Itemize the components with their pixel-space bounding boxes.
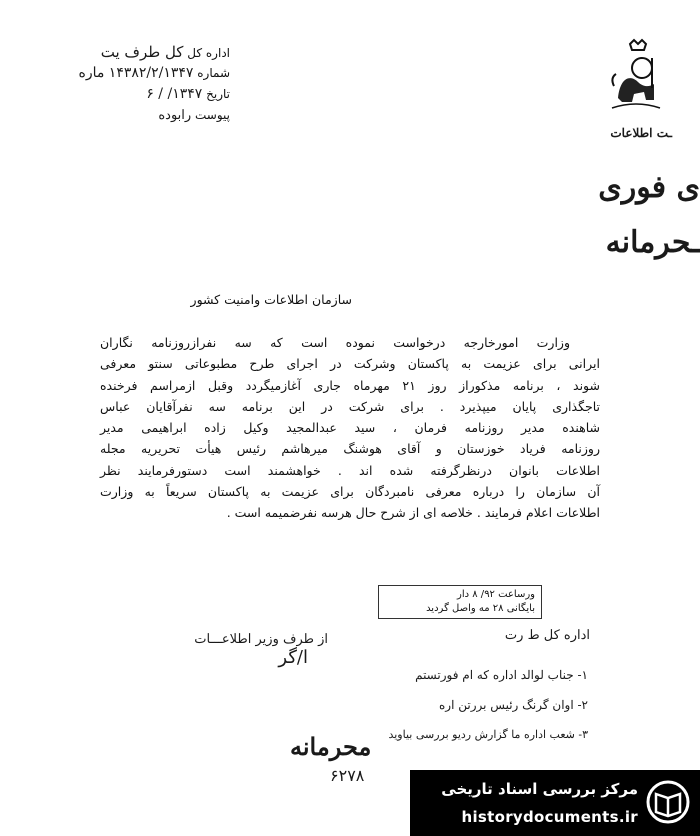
letter-header-fields <box>70 42 230 126</box>
body-line: وزارت امورخارجه درخواست نموده است که سه نفرازروزنامه نگاران <box>100 335 570 350</box>
office-row: اداره کل کل طرف یت <box>100 43 230 61</box>
letter-body <box>100 332 600 524</box>
lion-and-sun-emblem <box>608 38 664 116</box>
book-logo-icon <box>646 780 690 824</box>
referral-item: ۳- شعب اداره ما گزارش ردیو بررسی بیاوید <box>388 728 588 741</box>
handwritten-heading: اداره کل ط رت <box>504 628 590 643</box>
body-line: شاهنده مدیر روزنامه فرمان ، سید عبدالمجید وکیل زاده ابراهیمی مدیر <box>100 420 600 436</box>
signature-initials: ا/گر <box>278 647 308 668</box>
urgency-stamp: ی فوری <box>598 170 700 205</box>
receipt-stamp-line: ورساعت ۹۲/ ۸ دار <box>457 589 535 600</box>
number-row: شماره ۱۴۳۸۲/۲/۱۳۴۷ ماره <box>78 65 230 81</box>
bottom-serial-number: ۶۲۷۸ <box>330 766 365 785</box>
body-line: شوند ، برنامه مذکوراز روز ۲۱ مهرماه جاری آغازمیگردد وقبل ازمراسم فرخنده <box>100 377 600 393</box>
referral-item: ۲- اوان گرنگ رئیس بررتن اره <box>439 698 588 712</box>
archive-watermark <box>410 770 700 836</box>
referral-item: ۱- جناب لوالد اداره که ام فورتستم <box>415 668 588 682</box>
watermark-url: historydocuments.ir <box>461 808 638 826</box>
body-line: روزنامه فریاد خوزستان و آقای هوشنگ میرهاشم رئیس هیأت تحریریه مجله <box>100 441 600 457</box>
watermark-title: مرکز بررسی اسناد تاریخی <box>441 780 638 798</box>
confidential-stamp: ـحرمانه <box>605 225 700 260</box>
emblem-caption: ـت اطلاعات <box>610 126 672 140</box>
date-row: تاریخ ۱۳۴۷/ / ۶ <box>146 86 230 102</box>
lion-and-sun-emblem-icon <box>608 38 664 116</box>
body-line: تاجگذاری پایان میپذیرد . برای شرکت در این برنامه سه نفرآقایان عباس <box>100 398 600 414</box>
attachment-row: پیوست رابوده <box>158 108 230 123</box>
receipt-stamp <box>378 585 542 619</box>
body-line: اطلاعات اعلام فرمایند . خلاصه ای از شرح حال هرسه نفرضمیمه است . <box>226 505 600 521</box>
body-line: ایرانی برای عزیمت به پاکستان وشرکت در اجرای طرح مطبوعاتی سنتو معرفی <box>100 356 600 372</box>
receipt-stamp-line: بایگانی ۲۸ مه واصل گردید <box>426 603 535 614</box>
body-line: آن سازمان را درباره معرفی نامبردگان برای عزیمت به پاکستان سریعاً به وزارت <box>100 484 600 500</box>
body-line: اطلاعات بانوان درنظرگرفته شده اند . خواهشمند است دستورفرمایند نظر <box>100 462 600 478</box>
bottom-confidential-stamp: محرمانه <box>290 732 372 761</box>
signature-title: از طرف وزیر اطلاعـــات <box>194 632 328 647</box>
recipient: سازمان اطلاعات وامنیت کشور <box>190 292 352 307</box>
